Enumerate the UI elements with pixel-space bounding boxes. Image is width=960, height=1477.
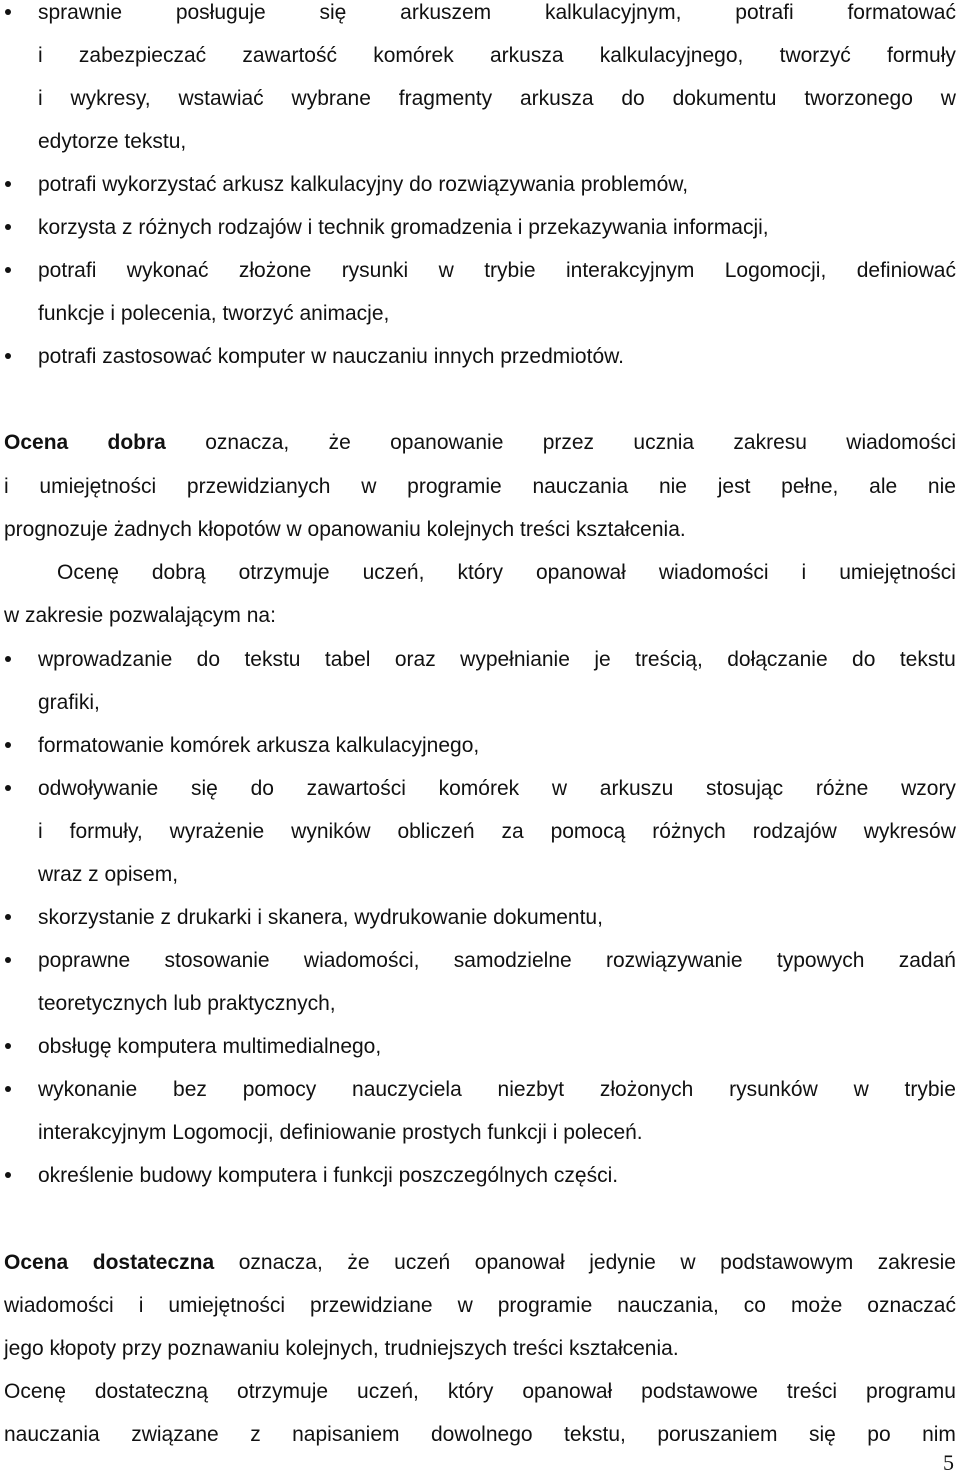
bullet-icon xyxy=(5,1172,11,1178)
bullet-icon xyxy=(5,1043,11,1049)
paragraph-line: wiadomości i umiejętności przewidziane w programie nauczania, co może oznaczać xyxy=(4,1294,956,1317)
list-item-line: potrafi wykonać złożone rysunki w trybie interakcyjnym Logomocji, definiować xyxy=(38,259,956,282)
list-item-line: sprawnie posługuje się arkuszem kalkulacyjnym, potrafi formatować xyxy=(38,1,956,24)
list-item-line: funkcje i polecenia, tworzyć animacje, xyxy=(38,302,390,325)
bullet-icon xyxy=(5,1086,11,1092)
list-item-line: grafiki, xyxy=(38,691,100,714)
list-item-line: edytorze tekstu, xyxy=(38,130,187,153)
list-item-line: formatowanie komórek arkusza kalkulacyjnego, xyxy=(38,734,480,757)
list-item-line: potrafi zastosować komputer w nauczaniu innych przedmiotów. xyxy=(38,345,624,368)
page-number: 5 xyxy=(943,1450,954,1475)
list-item-line: wykonanie bez pomocy nauczyciela niezbyt złożonych rysunków w trybie xyxy=(38,1078,956,1101)
paragraph-line: i umiejętności przewidzianych w programie nauczania nie jest pełne, ale nie xyxy=(4,475,956,498)
bullet-icon xyxy=(5,181,11,187)
bullet-icon xyxy=(5,353,11,359)
paragraph-line: w zakresie pozwalającym na: xyxy=(4,604,276,627)
bullet-icon xyxy=(5,742,11,748)
list-item-line: interakcyjnym Logomocji, definiowanie prostych funkcji i poleceń. xyxy=(38,1121,643,1144)
list-item-line: teoretycznych lub praktycznych, xyxy=(38,992,336,1015)
paragraph-line: nauczania związane z napisaniem dowolnego tekstu, poruszaniem się po nim xyxy=(4,1423,956,1446)
bullet-icon xyxy=(5,914,11,920)
bullet-icon xyxy=(5,957,11,963)
list-item-line: i zabezpieczać zawartość komórek arkusza kalkulacyjnego, tworzyć formuły xyxy=(38,44,956,67)
bullet-icon xyxy=(5,785,11,791)
bullet-icon xyxy=(5,9,11,15)
list-item-line: korzysta z różnych rodzajów i technik gromadzenia i przekazywania informacji, xyxy=(38,216,769,239)
list-item-line: i wykresy, wstawiać wybrane fragmenty arkusza do dokumentu tworzonego w xyxy=(38,87,956,110)
paragraph-line: Ocenę dostateczną otrzymuje uczeń, który opanował podstawowe treści programu xyxy=(4,1380,956,1403)
bullet-icon xyxy=(5,224,11,230)
list-item-line: i formuły, wyrażenie wyników obliczeń za pomocą różnych rodzajów wykresów xyxy=(38,820,956,843)
list-item-line: poprawne stosowanie wiadomości, samodzielne rozwiązywanie typowych zadań xyxy=(38,949,956,972)
bullet-icon xyxy=(5,267,11,273)
list-item-line: odwoływanie się do zawartości komórek w arkuszu stosując różne wzory xyxy=(38,777,956,800)
bullet-icon xyxy=(5,656,11,662)
list-item-line: skorzystanie z drukarki i skanera, wydrukowanie dokumentu, xyxy=(38,906,603,929)
list-item-line: wraz z opisem, xyxy=(38,863,179,886)
paragraph-line: prognozuje żadnych kłopotów w opanowaniu kolejnych treści kształcenia. xyxy=(4,518,686,541)
paragraph-line: Ocena dostateczna oznacza, że uczeń opanował jedynie w podstawowym zakresie xyxy=(4,1251,956,1274)
list-item-line: określenie budowy komputera i funkcji poszczególnych części. xyxy=(38,1164,619,1187)
paragraph-line: jego kłopoty przy poznawaniu kolejnych, trudniejszych treści kształcenia. xyxy=(4,1337,679,1360)
list-item-line: wprowadzanie do tekstu tabel oraz wypełnianie je treścią, dołączanie do tekstu xyxy=(38,648,956,671)
paragraph-line: Ocena dobra oznacza, że opanowanie przez ucznia zakresu wiadomości xyxy=(4,431,956,454)
paragraph-line: Ocenę dobrą otrzymuje uczeń, który opanował wiadomości i umiejętności xyxy=(57,561,956,584)
list-item-line: obsługę komputera multimedialnego, xyxy=(38,1035,382,1058)
list-item-line: potrafi wykorzystać arkusz kalkulacyjny do rozwiązywania problemów, xyxy=(38,173,689,196)
